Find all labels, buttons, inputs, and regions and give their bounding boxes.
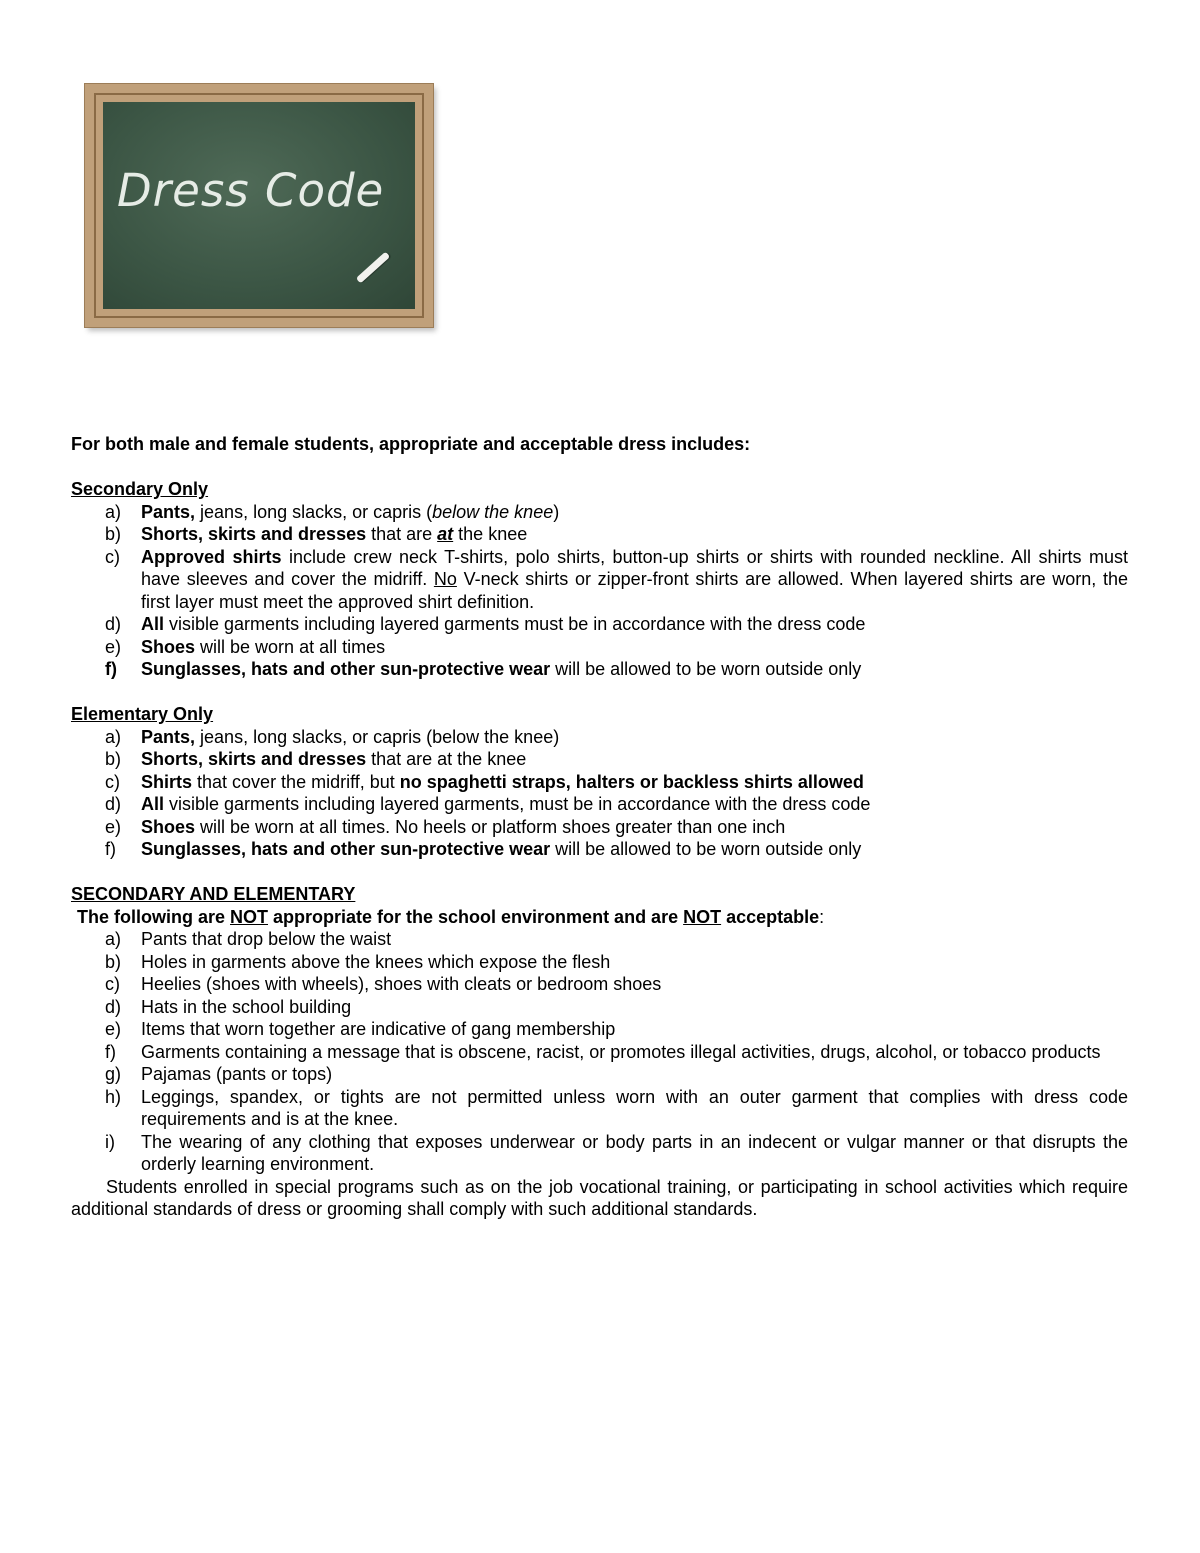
list-item-text: Garments containing a message that is obscene, racist, or promotes illegal activities, drugs, alcohol, or tobacco products [141,1041,1101,1062]
list-marker: e) [105,636,122,657]
list-marker: c) [105,974,120,994]
list-item [71,1063,1128,1086]
list-marker: b) [105,951,122,972]
list-item-text: Hats in the school building [141,996,352,1017]
list-marker: f) [105,1041,116,1062]
list-marker: f) [105,659,117,679]
not-acceptable-list [71,928,1128,1176]
list-marker: a) [105,929,122,949]
combined-heading: SECONDARY AND ELEMENTARY [71,884,356,904]
list-item: c) Shirts that cover the midriff, but no spaghetti straps, halters or backless shirts allowed [105,771,864,792]
list-marker: d) [105,794,122,814]
document-body [71,433,1128,1221]
chalkboard-title: Dress Code [117,164,385,217]
secondary-heading: Secondary Only [71,479,209,499]
list-marker: e) [105,1019,122,1039]
list-marker: e) [105,816,122,837]
list-item [71,1086,1128,1131]
list-marker: d) [105,614,122,634]
list-marker: d) [105,996,122,1017]
list-item: e) Shoes will be worn at all times [105,636,386,657]
list-item-text: Pajamas (pants or tops) [141,1064,333,1084]
list-item: f) Sunglasses, hats and other sun-protective wear will be allowed to be worn outside only [105,839,862,859]
list-item [71,1131,1128,1176]
list-item: b) Shorts, skirts and dresses that are at the knee [105,749,527,769]
list-marker: h) [105,1086,122,1107]
list-item: a) Pants, jeans, long slacks, or capris (below the knee) [105,726,560,747]
list-item: c) Approved shirts include crew neck T-shirts, polo shirts, button-up shirts or shirts with rounded neckline. All shirts must have sleeves and cover the midriff. No V-neck shirts or zipper-front shirts are allowed. When layered shirts are worn, the first layer must meet the approved shirt definition. [105,546,1128,612]
list-item: d) All visible garments including layered garments, must be in accordance with the dress code [105,794,871,814]
list-item: e) Shoes will be worn at all times. No heels or platform shoes greater than one inch [105,816,786,837]
list-marker: f) [105,839,116,859]
intro-statement: For both male and female students, appropriate and acceptable dress includes: [71,434,751,454]
list-item-text: Holes in garments above the knees which expose the flesh [141,951,611,972]
list-item [71,973,1128,996]
list-item [71,928,1128,951]
special-programs-note: Students enrolled in special programs such as on the job vocational training, or participating in school activities which require additional standards of dress or grooming shall comply with such additional standards. [71,1176,1128,1219]
dress-code-chalkboard-logo [85,84,433,327]
list-marker: i) [105,1131,115,1152]
list-marker: c) [105,546,120,567]
list-item-text: Leggings, spandex, or tights are not permitted unless worn with an outer garment that complies with dress code requirements and is at the knee. [141,1086,1128,1129]
secondary-list [71,501,1128,681]
list-item [71,951,1128,974]
elementary-heading: Elementary Only [71,704,214,724]
not-acceptable-statement: The following are NOT appropriate for the school environment and are NOT acceptable: [77,906,825,927]
chalkboard-surface [103,102,415,309]
list-item [71,996,1128,1019]
list-item: d) All visible garments including layered garments must be in accordance with the dress code [105,614,866,634]
list-marker: a) [105,726,122,747]
list-item-text: Pants that drop below the waist [141,929,392,949]
list-item: b) Shorts, skirts and dresses that are at the knee [105,524,528,544]
list-item-text: Heelies (shoes with wheels), shoes with cleats or bedroom shoes [141,974,662,994]
list-item: f) Sunglasses, hats and other sun-protective wear will be allowed to be worn outside only [105,659,862,679]
list-marker: b) [105,749,122,769]
list-item-text: The wearing of any clothing that exposes underwear or body parts in an indecent or vulgar manner or that disrupts the orderly learning environment. [141,1131,1128,1174]
list-marker: c) [105,771,120,792]
list-item [71,1018,1128,1041]
list-item-text: Items that worn together are indicative of gang membership [141,1019,616,1039]
list-marker: a) [105,501,122,522]
list-item: a) Pants, jeans, long slacks, or capris (below the knee) [105,501,560,522]
list-marker: b) [105,524,122,544]
list-item [71,1041,1128,1064]
list-marker: g) [105,1064,122,1084]
chalk-piece [356,252,390,284]
elementary-list [71,726,1128,861]
